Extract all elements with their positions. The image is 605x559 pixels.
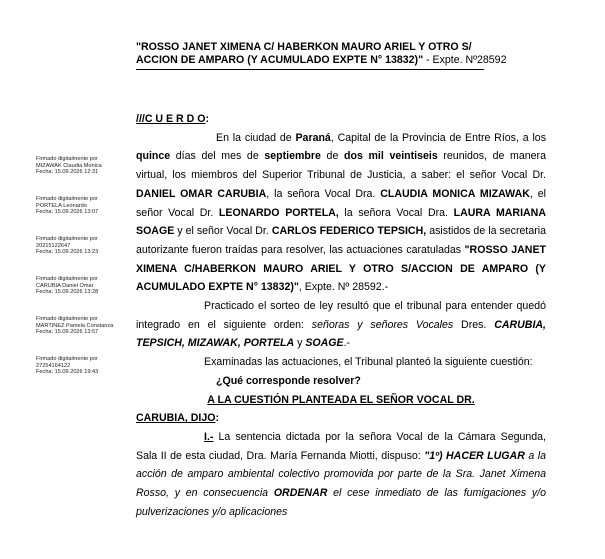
signature-label: Firmado digitalmente por: [36, 156, 98, 162]
cuestion-colon: :: [215, 412, 219, 425]
text-run: la señora Vocal Dra.: [338, 206, 454, 219]
case-caption: "ROSSO JANET XIMENA C/HABERKON MAURO ARIEL Y OTRO S/ACCION DE AMPARO (Y ACUMULADO EXPTE N° 13832)": [136, 243, 546, 294]
judge-name: CARLOS FEDERICO TEPSICH,: [271, 225, 427, 238]
cuestion-heading-line-1: A LA CUESTIÓN PLANTEADA EL SEÑOR VOCAL DR.: [207, 393, 475, 406]
signature-block: [36, 276, 98, 296]
signature-block: [36, 316, 113, 336]
judge-name: CLAUDIA MONICA MIZAWAK: [380, 187, 530, 200]
acuerdo-label: ///C U E R D O: [136, 113, 206, 125]
signature-block: [36, 356, 98, 376]
text-run: y: [294, 337, 306, 350]
text-run: , Capital de la Provincia de Entre Ríos, a los: [330, 131, 546, 144]
text-run: asistidos de la secretaria autorizante fueron traídas para resolver, las actuaciones caratuladas: [136, 225, 546, 256]
cuestion-heading-name: CARUBIA, DIJO: [136, 412, 216, 425]
month-name: septiembre: [264, 150, 321, 163]
italic-run: señoras y señores Vocales: [311, 318, 454, 331]
signature-date: Fecha: 15.09.2026 13:07: [36, 209, 99, 215]
document-body: [136, 110, 546, 521]
text-run: La sentencia dictada por la señora Vocal de la Cámara Segunda, Sala II de esta ciudad, Dra. María Fernanda Miotti, dispuso:: [136, 430, 546, 462]
text-run: Practicado el sorteo de ley resultó que el tribunal para entender quedó integrado en el siguiente orden:: [136, 300, 546, 331]
signature-label: Firmado digitalmente por: [36, 276, 98, 282]
day-name: quince: [136, 150, 171, 163]
signature-name: MIZAWAK Claudia Monica: [36, 162, 102, 169]
signature-label: Firmado digitalmente por: [36, 196, 98, 202]
signature-name: CARUBIA Daniel Omar: [36, 282, 94, 289]
header-expte: - Expte. Nº28592: [423, 54, 507, 66]
judge-name: LEONARDO PORTELA,: [218, 206, 339, 219]
signature-label: Firmado digitalmente por: [36, 236, 98, 242]
signature-date: Fecha: 15.09.2026 19:43: [36, 369, 99, 375]
text-run: .-: [343, 337, 351, 350]
header-caratula-end: ACCION DE AMPARO (Y ACUMULADO EXPTE N° 13832)": [136, 54, 424, 66]
text-run: reunidos, de manera virtual, los miembros del Superior Tribunal de Justicia, a saber: el señor Vocal Dr.: [136, 150, 546, 182]
signature-date: Fecha: 15.09.2026 13:28: [36, 289, 99, 295]
text-run: , la señora Vocal Dra.: [266, 187, 381, 200]
signature-block: [36, 156, 102, 176]
city-name: Paraná: [295, 131, 331, 144]
signature-block: [36, 196, 98, 216]
paragraph-sentencia: [136, 428, 546, 522]
question: ¿Qué corresponde resolver?: [216, 374, 361, 387]
signature-date: Fecha: 15.09.2026 13:57: [36, 329, 99, 335]
judge-name: LAURA MARIANA SOAGE: [136, 206, 546, 238]
italic-run: el cese inmediato de las fumigaciones y/o pulverizaciones y/o aplicaciones: [136, 487, 546, 518]
signature-label: Firmado digitalmente por: [36, 316, 98, 322]
year-name: dos mil veintiseis: [344, 150, 438, 163]
text-run: , Expte. Nº 28592.-: [298, 281, 389, 294]
text-run: En la ciudad de: [216, 131, 296, 144]
text-run: y el señor Vocal Dr.: [174, 225, 272, 238]
signature-name: PORTELA Leonardo: [36, 202, 87, 209]
judge-order: CARUBIA, TEPSICH, MIZAWAK, PORTELA: [136, 318, 546, 350]
document-header: [136, 41, 556, 67]
paragraph-opening: [136, 129, 546, 297]
text-run: días del mes de: [170, 150, 265, 163]
text-run: de: [320, 150, 344, 163]
signature-name: MARTINEZ Pamela Constanza: [36, 322, 114, 329]
judge-order-last: SOAGE: [305, 337, 344, 350]
text-run: Dres.: [453, 318, 495, 331]
signature-name: 20215122647: [36, 242, 71, 249]
text-run: , el señor Vocal Dr.: [136, 187, 546, 219]
signature-name: 27254164122: [36, 362, 71, 369]
acuerdo-colon: :: [205, 113, 209, 125]
acuerdo-heading: [136, 110, 546, 129]
paragraph-sorteo: [136, 297, 546, 353]
paragraph-examinadas: Examinadas las actuaciones, el Tribunal planteó la siguiente cuestión:: [204, 356, 533, 369]
resolution-item: "1º) HACER LUGAR: [424, 449, 525, 462]
cuestion-heading-line-2: [136, 409, 546, 428]
signature-date: Fecha: 15.09.2026 12:31: [36, 169, 99, 175]
resolution-order: ORDENAR: [273, 487, 328, 500]
signature-date: Fecha: 15.09.2026 13:23: [36, 249, 99, 255]
header-line-2: [136, 54, 556, 67]
signature-block: [36, 236, 98, 256]
header-rule: [136, 69, 484, 70]
signature-label: Firmado digitalmente por: [36, 356, 98, 362]
header-line-1: "ROSSO JANET XIMENA C/ HABERKON MAURO ARIEL Y OTRO S/: [136, 41, 472, 53]
section-number: I.-: [204, 430, 214, 443]
judge-name: DANIEL OMAR CARUBIA: [136, 187, 267, 200]
italic-run: a la acción de amparo ambiental colectivo promovida por parte de la Sra. Janet Ximena Rosso, y en consecuencia: [136, 449, 546, 500]
